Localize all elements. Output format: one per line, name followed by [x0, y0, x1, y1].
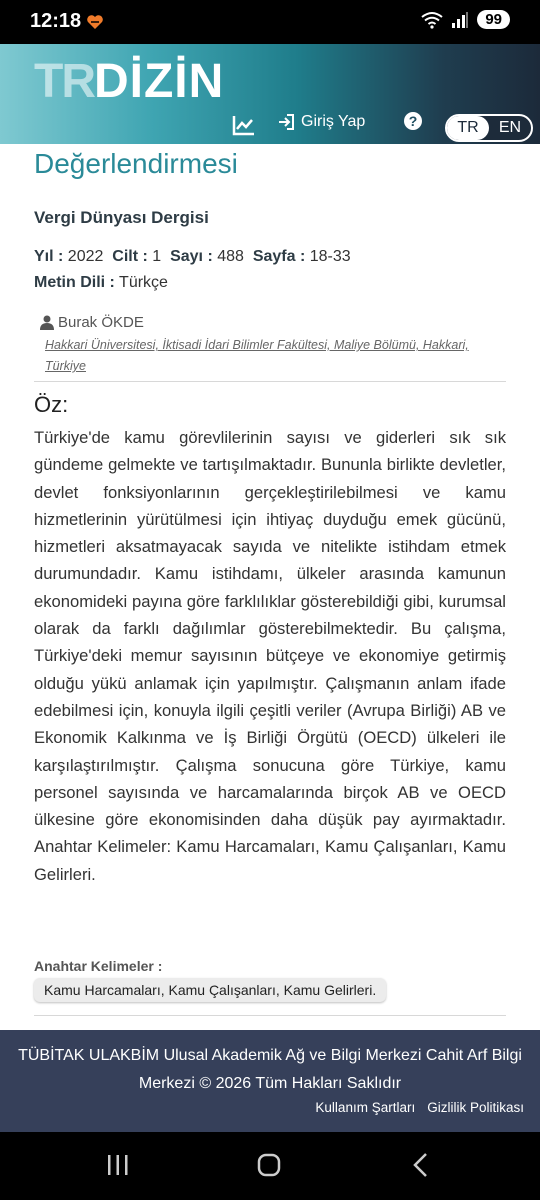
issue-value: 488 [217, 248, 244, 265]
wifi-icon [421, 11, 443, 29]
text-language-label: Metin Dili : [34, 274, 115, 291]
footer-copyright: TÜBİTAK ULAKBİM Ulusal Akademik Ağ ve Bilgi Merkezi Cahit Arf Bilgi Merkezi © 2026 Tüm Hakları Saklıdır [18, 1047, 522, 1092]
system-nav-bar [0, 1132, 540, 1200]
volume-value: 1 [152, 248, 162, 265]
abstract-title: Öz: [34, 392, 69, 417]
author-affiliation[interactable]: Hakkari Üniversitesi, İktisadi İdari Bilimler Fakültesi, Maliye Bölümü, Hakkari, Türkiye [45, 338, 469, 373]
article-meta [34, 244, 506, 296]
pages-value: 18-33 [309, 248, 351, 265]
help-icon[interactable]: ? [404, 112, 422, 130]
year-value: 2022 [67, 248, 104, 265]
home-icon[interactable] [256, 1152, 282, 1178]
privacy-link[interactable]: Gizlilik Politikası [427, 1100, 524, 1115]
section-divider [34, 1015, 506, 1016]
section-divider [34, 381, 506, 382]
header-nav [0, 114, 540, 142]
sign-in-icon [277, 113, 295, 131]
status-time: 12:18 [30, 10, 82, 32]
footer-links [315, 1100, 524, 1115]
terms-link[interactable]: Kullanım Şartları [315, 1100, 416, 1115]
lang-en-option[interactable]: EN [498, 119, 522, 136]
login-button[interactable] [277, 113, 365, 131]
recent-apps-icon[interactable] [106, 1152, 130, 1178]
year-label: Yıl : [34, 248, 64, 265]
article-info [34, 144, 506, 377]
keywords-label: Anahtar Kelimeler : [34, 958, 163, 974]
statistics-chart-icon[interactable] [232, 114, 256, 136]
article-title: Değerlendirmesi [34, 148, 238, 179]
abstract-text: Türkiye'de kamu görevlilerinin sayısı ve giderleri sık sık gündeme gelmekte ve tartışılmaktadır. Bununla birlikte devletler, devlet fonksiyonlarının gerçekleştirilebilmesi ve kamu hizmetlerinin yürütülmesi için ihtiyaç duyduğu emek gücünü, hizmetleri aksatmayacak sayıda ve nitelikte istihdam etmek durumundadır. Kamu istihdamı, ülkeler arasında kamunun ekonomideki payına göre farklılıklar gösterebildiği gibi, kurumsal olarak da farklı dağılımlar gösterebilmektedir. Bu çalışma, Türkiye'deki memur sayısının bütçeye ve ekonomiye getirmiş olduğu yükü anlamak için yapılmıştır. Çalışmanın anlam ifade edebilmesi için, konuyla ilgili çeşitli veriler (Avrupa Birliği) AB ve Ekonomik Kalkınma ve İş Birliği Örgütü (OECD) ülkeleri ile karşılaştırılmıştır. Çalışma sonucuna göre Türkiye, kamu personel sayısında ve harcamalarında birçok AB ve OECD ülkesine göre ekonomisinden daha düşük pay ayırmaktadır. Anahtar Kelimeler: Kamu Harcamaları, Kamu Çalışanları, Kamu Gelirleri. [34, 428, 506, 884]
author[interactable] [40, 314, 506, 331]
status-bar [0, 0, 540, 44]
site-header [0, 44, 540, 144]
notification-heart-icon [86, 14, 104, 30]
pages-label: Sayfa : [252, 248, 306, 265]
text-language-value: Türkçe [119, 274, 168, 291]
site-footer [0, 1030, 540, 1132]
language-toggle[interactable] [445, 114, 533, 142]
keyword-chip[interactable]: Kamu Harcamaları, Kamu Çalışanları, Kamu Gelirleri. [34, 978, 386, 1002]
login-label: Giriş Yap [301, 113, 366, 130]
status-icons [421, 10, 510, 29]
lang-tr-option[interactable]: TR [447, 116, 489, 140]
trdizin-logo[interactable]: TRDİZİN [34, 55, 225, 108]
battery-indicator: 99 [477, 10, 510, 29]
user-icon [40, 315, 54, 330]
volume-label: Cilt : [112, 248, 148, 265]
journal-name[interactable]: Vergi Dünyası Dergisi [34, 208, 209, 227]
back-icon[interactable] [410, 1152, 432, 1178]
issue-label: Sayı : [170, 248, 213, 265]
author-name: Burak ÖKDE [58, 314, 144, 331]
signal-icon [451, 11, 469, 29]
